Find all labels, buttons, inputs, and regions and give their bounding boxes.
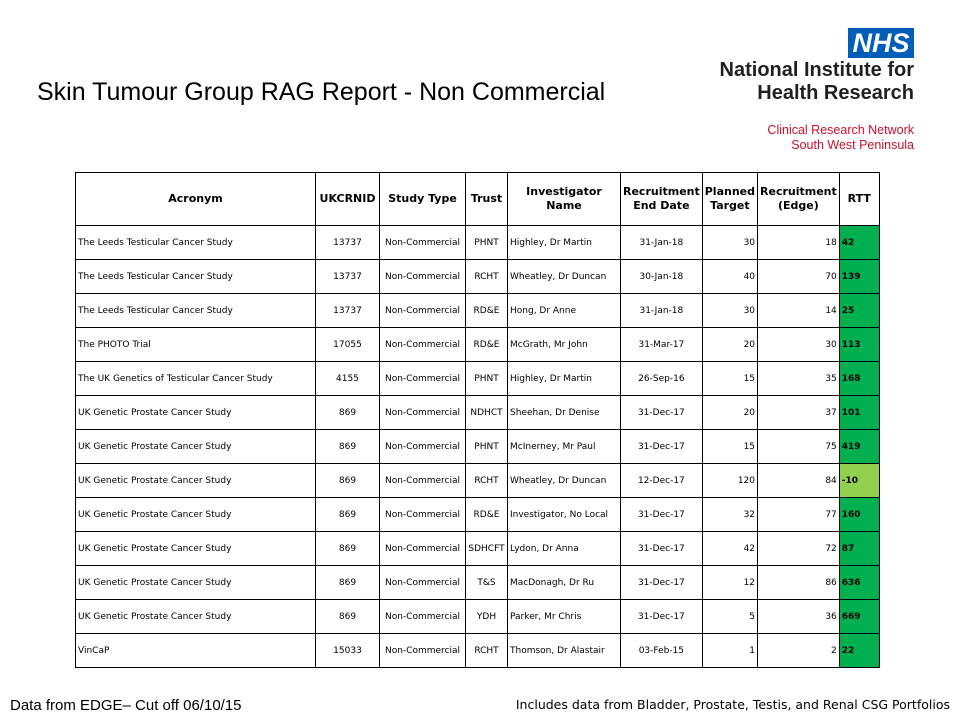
cell-investigator-name: Wheatley, Dr Duncan [508,464,621,498]
table-row [76,396,880,430]
cell-recruitment-edge: 77 [758,498,840,532]
cell-trust: PHNT [466,226,508,260]
cell-acronym: The Leeds Testicular Cancer Study [76,294,316,328]
cell-trust: YDH [466,600,508,634]
cell-planned-target: 20 [702,328,757,362]
cell-acronym: The Leeds Testicular Cancer Study [76,260,316,294]
portfolio-note: Includes data from Bladder, Prostate, Testis, and Renal CSG Portfolios [515,697,950,712]
cell-ukcrnid: 13737 [316,260,380,294]
cell-investigator-name: Highley, Dr Martin [508,226,621,260]
cell-recruitment-end-date: 31-Mar-17 [621,328,703,362]
cell-planned-target: 32 [702,498,757,532]
cell-rtt: 419 [839,430,879,464]
cell-recruitment-edge: 84 [758,464,840,498]
cell-investigator-name: McInerney, Mr Paul [508,430,621,464]
cell-acronym: The PHOTO Trial [76,328,316,362]
rag-report-table [75,172,880,668]
cell-study-type: Non-Commercial [380,226,466,260]
nihr-name-line-2: Health Research [757,82,914,104]
cell-rtt: 22 [839,634,879,668]
cell-investigator-name: McGrath, Mr John [508,328,621,362]
cell-study-type: Non-Commercial [380,566,466,600]
cell-recruitment-end-date: 31-Jan-18 [621,226,703,260]
table-row [76,600,880,634]
header-recruitment-end-date: Recruitment End Date [621,173,703,226]
table-row [76,226,880,260]
table-row [76,464,880,498]
header-rtt: RTT [839,173,879,226]
cell-trust: PHNT [466,362,508,396]
cell-planned-target: 42 [702,532,757,566]
cell-recruitment-edge: 14 [758,294,840,328]
cell-acronym: UK Genetic Prostate Cancer Study [76,566,316,600]
cell-investigator-name: Wheatley, Dr Duncan [508,260,621,294]
header-ukcrnid: UKCRNID [316,173,380,226]
cell-recruitment-end-date: 31-Dec-17 [621,430,703,464]
cell-rtt: 160 [839,498,879,532]
cell-recruitment-edge: 86 [758,566,840,600]
cell-ukcrnid: 13737 [316,226,380,260]
cell-recruitment-end-date: 31-Dec-17 [621,396,703,430]
cell-planned-target: 30 [702,294,757,328]
cell-acronym: The UK Genetics of Testicular Cancer Study [76,362,316,396]
cell-ukcrnid: 15033 [316,634,380,668]
cell-ukcrnid: 869 [316,532,380,566]
cell-acronym: UK Genetic Prostate Cancer Study [76,532,316,566]
cell-study-type: Non-Commercial [380,430,466,464]
cell-recruitment-edge: 30 [758,328,840,362]
cell-recruitment-edge: 18 [758,226,840,260]
cell-study-type: Non-Commercial [380,498,466,532]
cell-investigator-name: MacDonagh, Dr Ru [508,566,621,600]
crn-name-line-1: Clinical Research Network [767,123,914,137]
cell-ukcrnid: 869 [316,498,380,532]
cell-rtt: 139 [839,260,879,294]
header-planned-target: Planned Target [702,173,757,226]
cell-trust: RD&E [466,498,508,532]
cell-trust: RCHT [466,464,508,498]
nhs-logo-badge: NHS [848,28,914,58]
cell-study-type: Non-Commercial [380,600,466,634]
table-row [76,634,880,668]
cell-investigator-name: Lydon, Dr Anna [508,532,621,566]
cell-planned-target: 120 [702,464,757,498]
table-row [76,294,880,328]
cell-rtt: 636 [839,566,879,600]
cell-study-type: Non-Commercial [380,362,466,396]
cell-trust: SDHCFT [466,532,508,566]
cell-acronym: UK Genetic Prostate Cancer Study [76,430,316,464]
cell-planned-target: 30 [702,226,757,260]
table-row [76,328,880,362]
cell-investigator-name: Thomson, Dr Alastair [508,634,621,668]
cell-recruitment-edge: 70 [758,260,840,294]
cell-acronym: UK Genetic Prostate Cancer Study [76,600,316,634]
cell-planned-target: 40 [702,260,757,294]
cell-investigator-name: Hong, Dr Anne [508,294,621,328]
cell-planned-target: 1 [702,634,757,668]
cell-investigator-name: Highley, Dr Martin [508,362,621,396]
cell-acronym: UK Genetic Prostate Cancer Study [76,464,316,498]
table-body [76,226,880,668]
cell-recruitment-end-date: 31-Dec-17 [621,498,703,532]
cell-rtt: 101 [839,396,879,430]
cell-acronym: VinCaP [76,634,316,668]
cell-ukcrnid: 17055 [316,328,380,362]
cell-ukcrnid: 869 [316,600,380,634]
cell-recruitment-edge: 72 [758,532,840,566]
cell-recruitment-end-date: 31-Dec-17 [621,532,703,566]
cell-ukcrnid: 13737 [316,294,380,328]
cell-study-type: Non-Commercial [380,532,466,566]
cell-planned-target: 5 [702,600,757,634]
cell-study-type: Non-Commercial [380,294,466,328]
cell-trust: RD&E [466,294,508,328]
cell-recruitment-end-date: 31-Dec-17 [621,600,703,634]
table-header-row [76,173,880,226]
page-title: Skin Tumour Group RAG Report - Non Commercial [37,78,606,106]
nihr-logo [704,28,920,156]
cell-study-type: Non-Commercial [380,634,466,668]
cell-recruitment-edge: 36 [758,600,840,634]
cell-rtt: 87 [839,532,879,566]
table-row [76,260,880,294]
cell-recruitment-edge: 75 [758,430,840,464]
cell-rtt: 42 [839,226,879,260]
cell-ukcrnid: 869 [316,464,380,498]
header-acronym: Acronym [76,173,316,226]
cell-trust: RCHT [466,260,508,294]
cell-rtt: 669 [839,600,879,634]
header-trust: Trust [466,173,508,226]
cell-recruitment-end-date: 31-Dec-17 [621,566,703,600]
cell-recruitment-edge: 35 [758,362,840,396]
cell-study-type: Non-Commercial [380,260,466,294]
table-row [76,430,880,464]
cell-rtt: 25 [839,294,879,328]
cell-planned-target: 15 [702,362,757,396]
cell-recruitment-end-date: 30-Jan-18 [621,260,703,294]
cell-trust: RD&E [466,328,508,362]
header-investigator-name: Investigator Name [508,173,621,226]
cell-investigator-name: Investigator, No Local [508,498,621,532]
cell-recruitment-end-date: 03-Feb-15 [621,634,703,668]
table-row [76,498,880,532]
crn-name-line-2: South West Peninsula [791,138,914,152]
cell-trust: RCHT [466,634,508,668]
cell-acronym: UK Genetic Prostate Cancer Study [76,396,316,430]
table-row [76,532,880,566]
cell-trust: NDHCT [466,396,508,430]
header-study-type: Study Type [380,173,466,226]
cell-ukcrnid: 869 [316,396,380,430]
cell-recruitment-edge: 2 [758,634,840,668]
cell-recruitment-edge: 37 [758,396,840,430]
cell-acronym: UK Genetic Prostate Cancer Study [76,498,316,532]
nihr-name-line-1: National Institute for [719,59,914,81]
cell-ukcrnid: 869 [316,430,380,464]
cell-rtt: 168 [839,362,879,396]
cell-trust: T&S [466,566,508,600]
cell-ukcrnid: 4155 [316,362,380,396]
cell-planned-target: 15 [702,430,757,464]
cell-rtt: 113 [839,328,879,362]
table-row [76,566,880,600]
cell-study-type: Non-Commercial [380,396,466,430]
cell-acronym: The Leeds Testicular Cancer Study [76,226,316,260]
cell-recruitment-end-date: 31-Jan-18 [621,294,703,328]
cell-trust: PHNT [466,430,508,464]
cell-recruitment-end-date: 12-Dec-17 [621,464,703,498]
cell-ukcrnid: 869 [316,566,380,600]
cell-study-type: Non-Commercial [380,328,466,362]
cell-planned-target: 20 [702,396,757,430]
data-source-note: Data from EDGE– Cut off 06/10/15 [10,697,242,714]
cell-planned-target: 12 [702,566,757,600]
cell-investigator-name: Sheehan, Dr Denise [508,396,621,430]
header-recruitment-edge: Recruitment (Edge) [758,173,840,226]
cell-study-type: Non-Commercial [380,464,466,498]
table-row [76,362,880,396]
cell-investigator-name: Parker, Mr Chris [508,600,621,634]
cell-rtt: -10 [839,464,879,498]
cell-recruitment-end-date: 26-Sep-16 [621,362,703,396]
